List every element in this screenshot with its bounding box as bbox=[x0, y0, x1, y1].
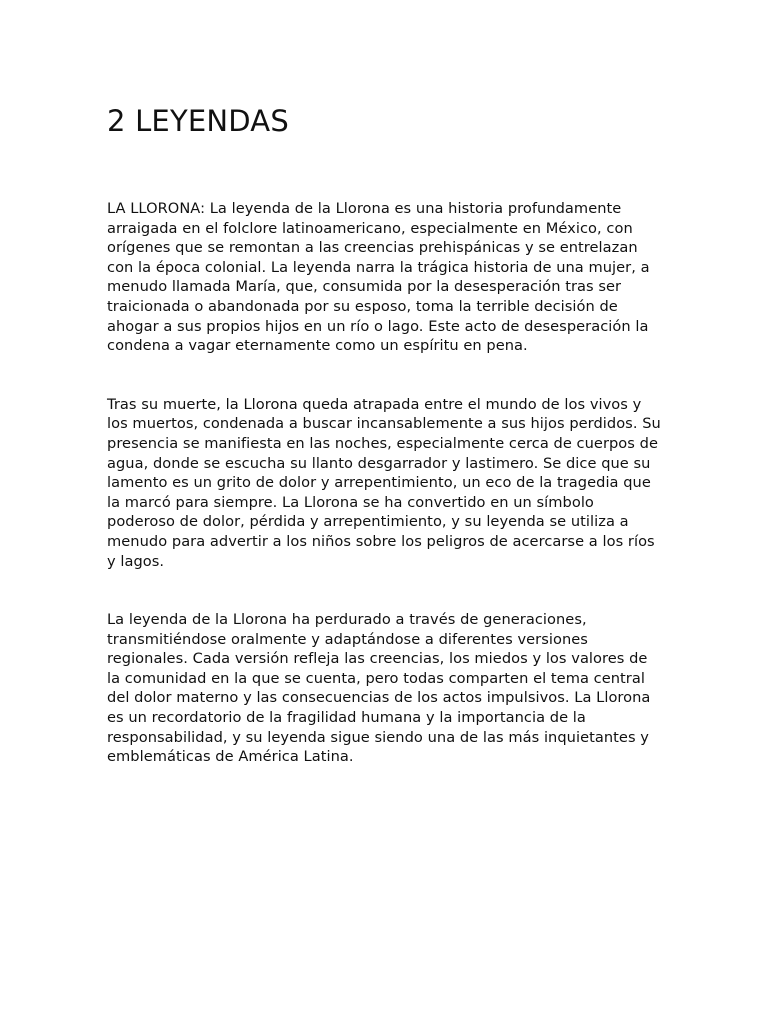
paragraph-after-death: Tras su muerte, la Llorona queda atrapada entre el mundo de los vivos y los muertos, condenada a buscar incansablemente a sus hijos perdidos. Su presencia se manifiesta en las noches, especialmente cerca de cuerpos de agua, donde se escucha su llanto desgarrador y lastimero. Se dice que su lamento es un grito de dolor y arrepentimiento, un eco de la tragedia que la marcó para siempre. La Llorona se ha convertido en un símbolo poderoso de dolor, pérdida y arrepentimiento, y su leyenda se utiliza a menudo para advertir a los niños sobre los peligros de acercarse a los ríos y lagos. bbox=[107, 395, 661, 570]
paragraph-la-llorona-intro: LA LLORONA: La leyenda de la Llorona es una historia profundamente arraigada en el folclore latinoamericano, especialmente en México, con orígenes que se remontan a las creencias prehispánicas y se entrelazan con la época colonial. La leyenda narra la trágica historia de una mujer, a menudo llamada María, que, consumida por la desesperación tras ser traicionada o abandonada por su esposo, toma la terrible decisión de ahogar a sus propios hijos en un río o lago. Este acto de desesperación la condena a vagar eternamente como un espíritu en pena. bbox=[107, 200, 650, 355]
document-title: 2 LEYENDAS bbox=[107, 104, 289, 138]
document-page bbox=[107, 100, 663, 767]
paragraph-legacy: La leyenda de la Llorona ha perdurado a través de generaciones, transmitiéndose oralmente y adaptándose a diferentes versiones regionales. Cada versión refleja las creencias, los miedos y los valores de la comunidad en la que se cuenta, pero todas comparten el tema central del dolor materno y las consecuencias de los actos impulsivos. La Llorona es un recordatorio de la fragilidad humana y la importancia de la responsabilidad, y su leyenda sigue siendo una de las más inquietantes y emblemáticas de América Latina. bbox=[107, 611, 651, 766]
